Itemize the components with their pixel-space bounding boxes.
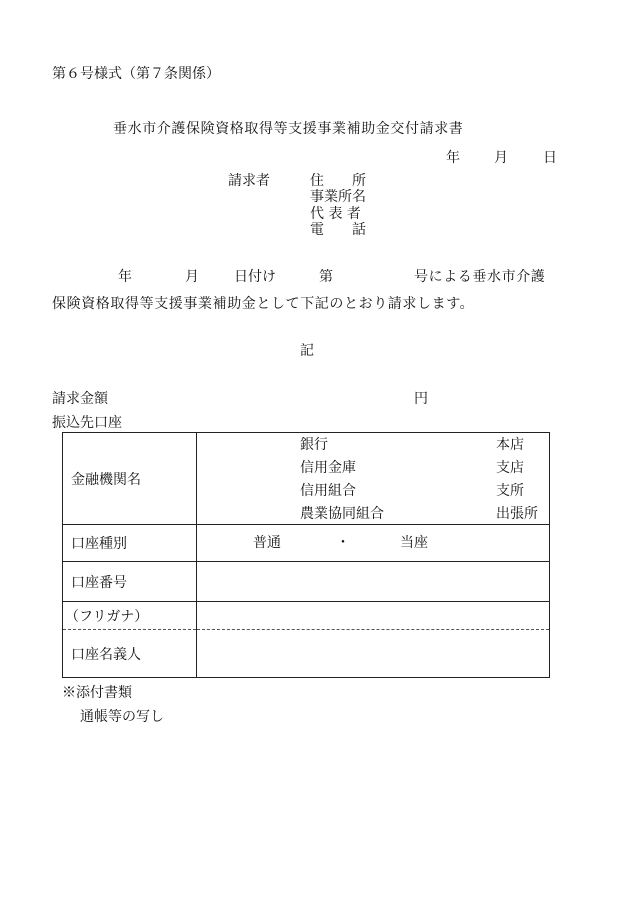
claimant-label: 請求者 (228, 173, 270, 189)
claimant-phone-label: 電 話 (310, 222, 366, 238)
account-holder-label: 口座名義人 (63, 630, 197, 678)
table-row (63, 602, 550, 630)
account-type-current[interactable]: 当座 (400, 535, 428, 551)
ki-heading: 記 (300, 343, 314, 359)
account-type-field[interactable] (197, 525, 550, 562)
account-type-label: 口座種別 (63, 525, 197, 562)
furigana-label: （フリガナ） (63, 602, 197, 630)
branch-type-office: 出張所 (496, 506, 538, 522)
date-day: 日 (543, 150, 557, 166)
account-number-field[interactable] (197, 562, 550, 602)
account-number-label: 口座番号 (63, 562, 197, 602)
table-row (63, 525, 550, 562)
ref-month: 月 (185, 269, 199, 285)
branch-type-head: 本店 (496, 437, 524, 453)
form-title: 垂水市介護保険資格取得等支援事業補助金交付請求書 (113, 121, 464, 137)
institution-label: 金融機関名 (63, 433, 197, 525)
ref-year: 年 (118, 269, 132, 285)
claimant-office-label: 事業所名 (310, 189, 366, 205)
branch-type-sub: 支所 (496, 483, 524, 499)
table-row (63, 630, 550, 678)
bank-account-heading: 振込先口座 (52, 415, 122, 431)
institution-type-shinkin: 信用金庫 (300, 460, 356, 476)
bank-account-table (62, 432, 550, 678)
amount-unit: 円 (414, 391, 428, 407)
amount-label: 請求金額 (52, 391, 108, 407)
table-row (63, 562, 550, 602)
claimant-address-label: 住 所 (310, 173, 366, 189)
table-row (63, 433, 550, 525)
account-type-separator: ・ (336, 535, 350, 551)
attachments-item: 通帳等の写し (80, 709, 164, 725)
ref-dated: 日付け (234, 269, 276, 285)
institution-type-credit-union: 信用組合 (300, 483, 356, 499)
account-holder-field[interactable] (197, 630, 550, 678)
body-line1-tail: 号による垂水市介護 (414, 269, 546, 285)
claimant-representative-label: 代 表 者 (310, 206, 361, 222)
institution-type-agri-coop: 農業協同組合 (300, 506, 384, 522)
furigana-field[interactable] (197, 602, 550, 630)
account-type-ordinary[interactable]: 普通 (253, 535, 281, 551)
body-line2: 保険資格取得等支援事業補助金として下記のとおり請求します。 (52, 296, 475, 312)
date-month: 月 (494, 150, 508, 166)
institution-type-bank: 銀行 (300, 437, 328, 453)
ref-number-prefix: 第 (319, 269, 333, 285)
attachments-heading: ※添付書類 (62, 685, 132, 701)
date-year: 年 (446, 150, 460, 166)
form-number: 第６号様式（第７条関係） (52, 66, 220, 82)
branch-type-branch: 支店 (496, 460, 524, 476)
institution-field[interactable] (197, 433, 550, 525)
